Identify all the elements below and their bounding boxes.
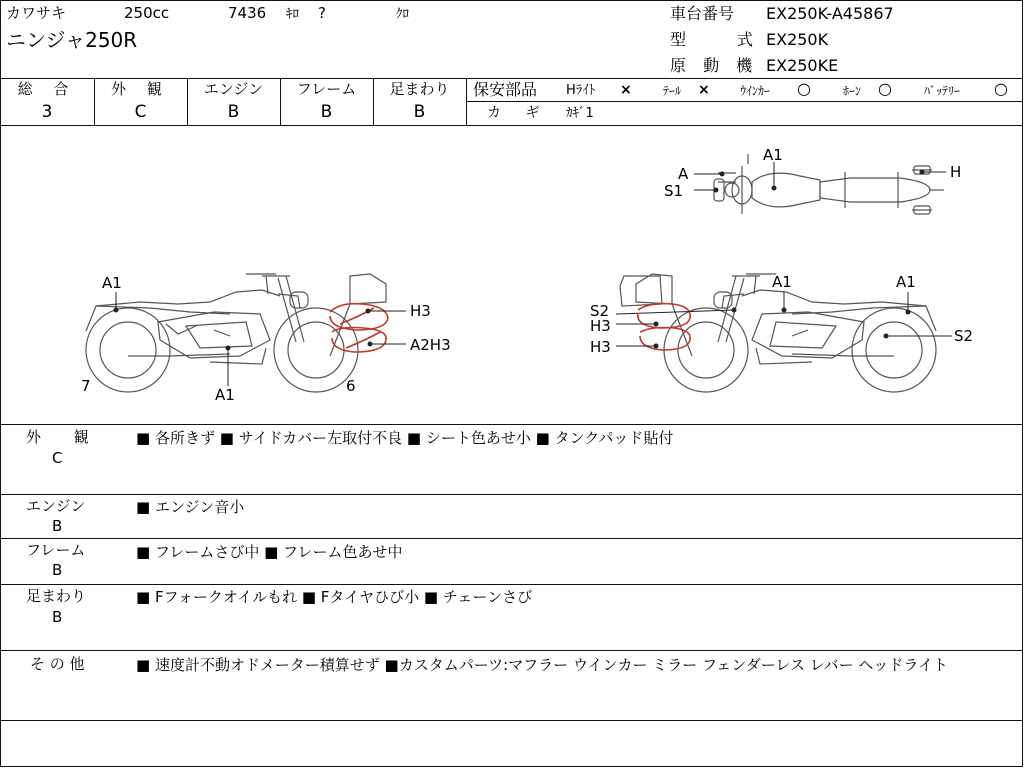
note-frame-text: ■ フレームさび中 ■ フレーム色あせ中 (136, 543, 403, 561)
note-suspension-label: 足まわり (26, 587, 87, 605)
frame-number: EX250K-A45867 (766, 4, 894, 23)
note-exterior-text: ■ 各所きず ■ サイドカバー左取付不良 ■ シート色あせ小 ■ タンクパッド貼付 (136, 429, 674, 447)
engine-model: EX250KE (766, 56, 839, 75)
exterior-label: 外 観 (111, 80, 170, 98)
headlight-status: × (620, 82, 632, 98)
exterior-grade: C (134, 102, 147, 122)
rule (0, 538, 1022, 539)
rule (0, 494, 1022, 495)
type-label-1: 型 (670, 30, 687, 49)
label-right-s2: S2 (590, 302, 610, 320)
key-label: カ ギ (487, 105, 550, 121)
rule (0, 78, 1022, 79)
horn-label: ﾎｰﾝ (843, 84, 862, 98)
battery-label: ﾊﾞｯﾃﾘｰ (924, 84, 961, 98)
frame-number-label: 車台番号 (670, 4, 735, 23)
safety-parts-label: 保安部品 (473, 80, 538, 99)
note-engine-text: ■ エンジン音小 (136, 498, 245, 516)
label-top-a: A (678, 165, 689, 183)
rule (0, 650, 1022, 651)
headlight-label: Hﾗｲﾄ (566, 83, 596, 98)
suspension-grade: B (413, 102, 426, 122)
winker-status: ○ (797, 79, 811, 98)
label-left-a1-bottom: A1 (215, 386, 235, 404)
motorcycle-left-view-icon (86, 274, 386, 392)
mileage: 7436 (228, 4, 267, 22)
label-right-s2-rear: S2 (954, 327, 974, 345)
type-value: EX250K (766, 30, 829, 49)
label-top-h: H (950, 163, 962, 181)
note-other-label: そ の 他 (30, 655, 85, 673)
note-other-text: ■ 速度計不動オドメーター積算せず ■カスタムパーツ:マフラー ウインカー ミラー フェンダーレス レバー ヘッドライト (136, 656, 948, 674)
note-suspension-text: ■ Fフォークオイルもれ ■ Fタイヤひび小 ■ チェーンさび (136, 588, 533, 606)
rule (0, 584, 1022, 585)
frame-label: フレーム (296, 80, 357, 98)
note-suspension-grade: B (52, 608, 63, 626)
damage-diagram (0, 126, 1022, 424)
engine-model-label: 原 動 機 (670, 56, 759, 75)
note-exterior-label: 外 観 (26, 428, 103, 446)
label-right-a1-rear: A1 (896, 273, 916, 291)
overall-grade: 3 (41, 102, 53, 122)
tail-status: × (698, 82, 710, 98)
motorcycle-right-view-icon (620, 274, 936, 392)
type-label-2: 式 (737, 30, 754, 49)
model-name: ニンジャ250R (6, 28, 138, 52)
label-right-a1-mid: A1 (772, 273, 792, 291)
note-exterior-grade: C (52, 449, 63, 467)
mileage-unit: ｷﾛ (286, 7, 299, 22)
label-top-s1: S1 (664, 182, 684, 200)
tail-label: ﾃｰﾙ (663, 84, 682, 98)
rule (466, 101, 1022, 102)
engine-grade: B (227, 102, 240, 122)
note-frame-label: フレーム (26, 541, 86, 559)
color: ｸﾛ (396, 7, 409, 22)
note-frame-grade: B (52, 561, 63, 579)
note-engine-grade: B (52, 517, 63, 535)
label-left-6: 6 (346, 377, 356, 395)
label-left-h3: H3 (410, 302, 431, 320)
battery-status: ○ (994, 79, 1008, 98)
label-right-h3-upper: H3 (590, 317, 611, 335)
maker: カワサキ (6, 4, 67, 22)
label-left-7: 7 (81, 377, 91, 395)
motorcycle-top-view-icon (714, 154, 944, 214)
displacement: 250cc (124, 4, 170, 22)
label-left-a1-top: A1 (102, 274, 122, 292)
frame-grade: B (320, 102, 333, 122)
rule (466, 78, 467, 125)
engine-label: エンジン (203, 80, 264, 98)
rule (0, 424, 1022, 425)
label-top-a1: A1 (763, 146, 783, 164)
winker-label: ｳｲﾝｶｰ (740, 84, 771, 98)
suspension-label: 足まわり (389, 80, 450, 98)
rule (0, 720, 1022, 721)
key-value: ｶｷﾞ1 (566, 106, 594, 121)
overall-label: 総 合 (17, 80, 77, 98)
horn-status: ○ (878, 79, 892, 98)
label-right-h3-lower: H3 (590, 338, 611, 356)
note-engine-label: エンジン (26, 497, 86, 515)
label-left-a2h3: A2H3 (410, 336, 451, 354)
mileage-flag: ? (318, 4, 326, 22)
